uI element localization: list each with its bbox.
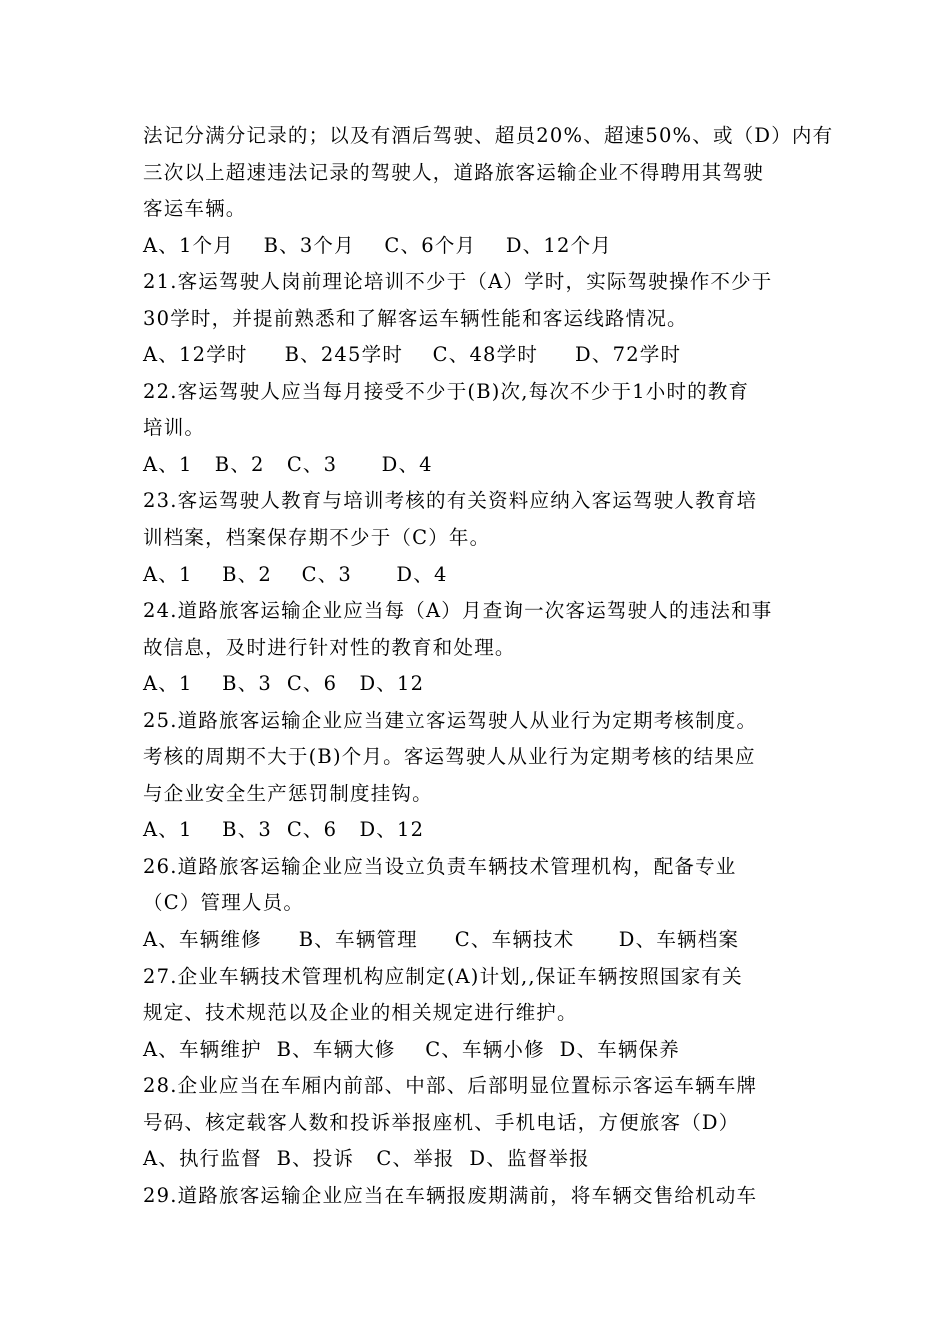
question-25: 25.道路旅客运输企业应当建立客运驾驶人从业行为定期考核制度。: [143, 708, 758, 732]
question-24: 24.道路旅客运输企业应当每（A）月查询一次客运驾驶人的违法和事: [143, 599, 773, 623]
text-line: 训档案，档案保存期不少于（C）年。: [143, 526, 491, 550]
question-22: 22.客运驾驶人应当每月接受不少于(B)次,每次不少于1小时的教育: [143, 379, 750, 403]
text-line: 法记分满分记录的；以及有酒后驾驶、超员20%、超速50%、或（D）内有: [143, 124, 834, 147]
question-28: 28.企业应当在车厢内前部、中部、后部明显位置标示客运车辆车牌: [143, 1074, 758, 1098]
text-line: 培训。: [143, 416, 206, 440]
answer-options: A、车辆维修 B、车辆管理 C、车辆技术 D、车辆档案: [143, 928, 740, 952]
text-line: 与企业安全生产惩罚制度挂钩。: [143, 781, 433, 805]
answer-options: A、1 B、3 C、6 D、12: [143, 818, 425, 842]
answer-options: A、1 B、3 C、6 D、12: [143, 672, 425, 696]
question-21: 21.客运驾驶人岗前理论培训不少于（A）学时，实际驾驶操作不少于: [143, 270, 773, 294]
document-body: [143, 118, 834, 1214]
answer-options: A、1 B、2 C、3 D、4: [143, 452, 433, 476]
text-line: 三次以上超速违法记录的驾驶人，道路旅客运输企业不得聘用其驾驶: [143, 160, 765, 184]
text-line: 规定、技术规范以及企业的相关规定进行维护。: [143, 1001, 578, 1025]
answer-options: A、1个月 B、3个月 C、6个月 D、12个月: [143, 233, 612, 257]
answer-options: A、执行监督 B、投诉 C、举报 D、监督举报: [143, 1147, 590, 1171]
answer-options: A、车辆维护 B、车辆大修 C、车辆小修 D、车辆保养: [143, 1037, 680, 1061]
question-27: 27.企业车辆技术管理机构应制定(A)计划,,保证车辆按照国家有关: [143, 964, 743, 988]
question-29: 29.道路旅客运输企业应当在车辆报废期满前，将车辆交售给机动车: [143, 1183, 758, 1207]
answer-options: A、12学时 B、245学时 C、48学时 D、72学时: [143, 343, 682, 367]
question-23: 23.客运驾驶人教育与培训考核的有关资料应纳入客运驾驶人教育培: [143, 489, 758, 513]
text-line: 客运车辆。: [143, 197, 247, 221]
text-line: （C）管理人员。: [143, 891, 305, 915]
text-line: 号码、核定载客人数和投诉举报座机、手机电话，方便旅客（D）: [143, 1110, 740, 1134]
answer-options: A、1 B、2 C、3 D、4: [143, 562, 448, 586]
question-26: 26.道路旅客运输企业应当设立负责车辆技术管理机构，配备专业: [143, 854, 737, 878]
text-line: 考核的周期不大于(B)个月。客运驾驶人从业行为定期考核的结果应: [143, 745, 756, 769]
text-line: 30学时，并提前熟悉和了解客运车辆性能和客运线路情况。: [143, 306, 688, 330]
text-line: 故信息，及时进行针对性的教育和处理。: [143, 635, 516, 659]
